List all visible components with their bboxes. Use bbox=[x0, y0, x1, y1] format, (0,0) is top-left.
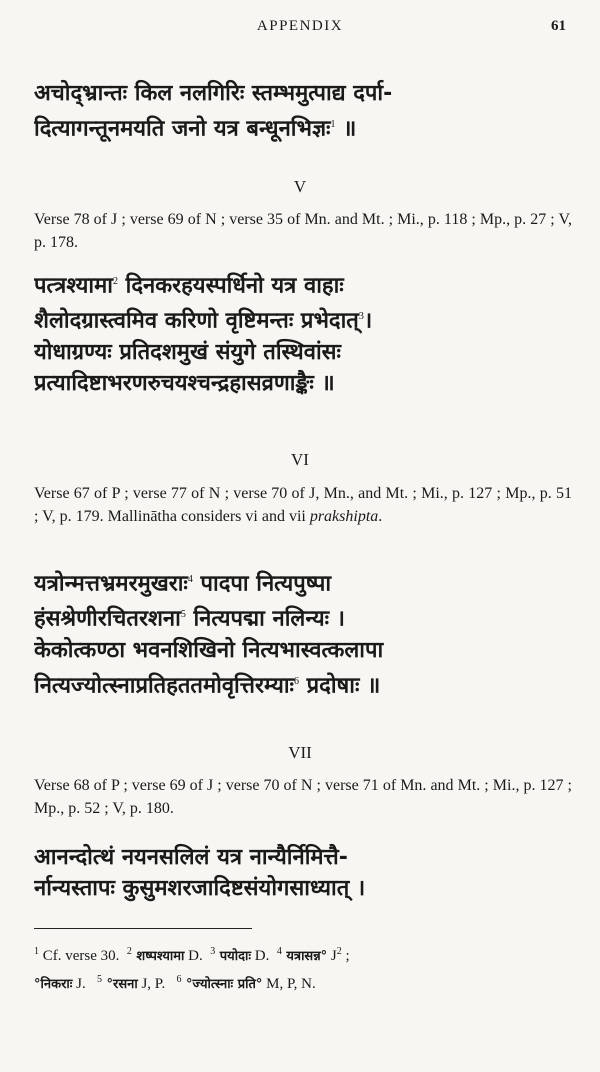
verse-line: पत्त्रश्यामा$^2$ दिनकरहयस्पर्धिनो यत्र वाहाः bbox=[34, 273, 344, 299]
verse-line: अचोद्भ्रान्तः किल नलगिरिः स्तम्भमुत्पाद्य दर्पा- bbox=[34, 81, 393, 106]
section-vii-note: Verse 68 of P ; verse 69 of J ; verse 70 of N ; verse 71 of Mn. and Mt. ; Mi., p. 127 ; Mp., p. 52 ; V, p. 180. bbox=[34, 777, 572, 817]
footnotes-line-1: $^1$ Cf. verse 30. $^2$ शष्पश्यामा D. $^3$ पयोदाः D. $^4$ यत्रासन्न° $J^2$ ; bbox=[34, 946, 350, 964]
running-head bbox=[0, 18, 600, 42]
verse-vii bbox=[34, 842, 572, 904]
footnote-ref: 1 bbox=[330, 119, 336, 130]
footnote-rule bbox=[34, 928, 252, 929]
verse-line: केकोत्कण्ठा भवनशिखिनो नित्यभास्वत्कलापा bbox=[34, 637, 384, 663]
italic-term: prakshipta bbox=[309, 508, 379, 525]
section-heading-v: V bbox=[293, 177, 307, 196]
footnote-ref: 5 bbox=[180, 609, 186, 621]
verse-line: हंसश्रेणीरचितरशना$^5$ नित्यपद्मा नलिन्यः । bbox=[34, 606, 346, 632]
verse-vi bbox=[34, 564, 572, 701]
footnote-ref: 3 bbox=[358, 311, 364, 323]
section-heading-vii: VII bbox=[288, 743, 312, 762]
verse-line: शैलोदग्रास्त्वमिव करिणो वृष्टिमन्तः प्रभेदात्$^3$। bbox=[34, 308, 373, 334]
footnote-ref: 6 bbox=[294, 675, 299, 687]
page-number: 61 bbox=[551, 18, 566, 34]
verse-line: दित्यागन्तूनमयति जनो यत्र बन्धूनभिज्ञः$^1$ ॥ bbox=[34, 116, 357, 142]
verse-line: आनन्दोत्थं नयनसलिलं यत्र नान्यैर्निमित्तै- bbox=[34, 845, 348, 870]
verse-v bbox=[34, 266, 572, 399]
section-v-note: Verse 78 of J ; verse 69 of N ; verse 35 of Mn. and Mt. ; Mi., p. 118 ; Mp., p. 27 ; V, p. 178. bbox=[34, 211, 572, 251]
verse-iv-tail bbox=[34, 78, 572, 144]
section-vi-note: Verse 67 of P ; verse 77 of N ; verse 70 of J, Mn., and Mt. ; Mi., p. 127 ; Mp., p. 51 ; V, p. 179. Mallinātha considers vi and vii prakshipta. bbox=[34, 485, 572, 525]
running-head-title: APPENDIX bbox=[256, 18, 344, 34]
verse-line: नित्यज्योत्स्नाप्रतिहततमोवृत्तिरम्याः$^6$ प्रदोषाः ॥ bbox=[34, 672, 381, 698]
footnotes-line-2: °निकराः J. $^5$ °रसना J, P. $^6$ °ज्योत्स्नाः प्रति° M, P, N. bbox=[34, 974, 316, 992]
verse-line: यत्रोन्मत्तभ्रमरमुखराः$^4$ पादपा नित्यपुष्पा bbox=[34, 571, 332, 597]
footnote-ref: 4 bbox=[187, 574, 193, 585]
verse-line: र्नान्यस्तापः कुसुमशरजादिष्टसंयोगसाध्यात् । bbox=[34, 876, 366, 901]
section-heading-vi: VI bbox=[291, 450, 309, 469]
footnote-ref: 2 bbox=[112, 276, 118, 287]
verse-line: प्रत्यादिष्टाभरणरुचयश्चन्द्रहासव्रणाङ्कैः ॥ bbox=[34, 370, 335, 396]
verse-line: योधाग्रण्यः प्रतिदशमुखं संयुगे तस्थिवांसः bbox=[34, 339, 341, 365]
